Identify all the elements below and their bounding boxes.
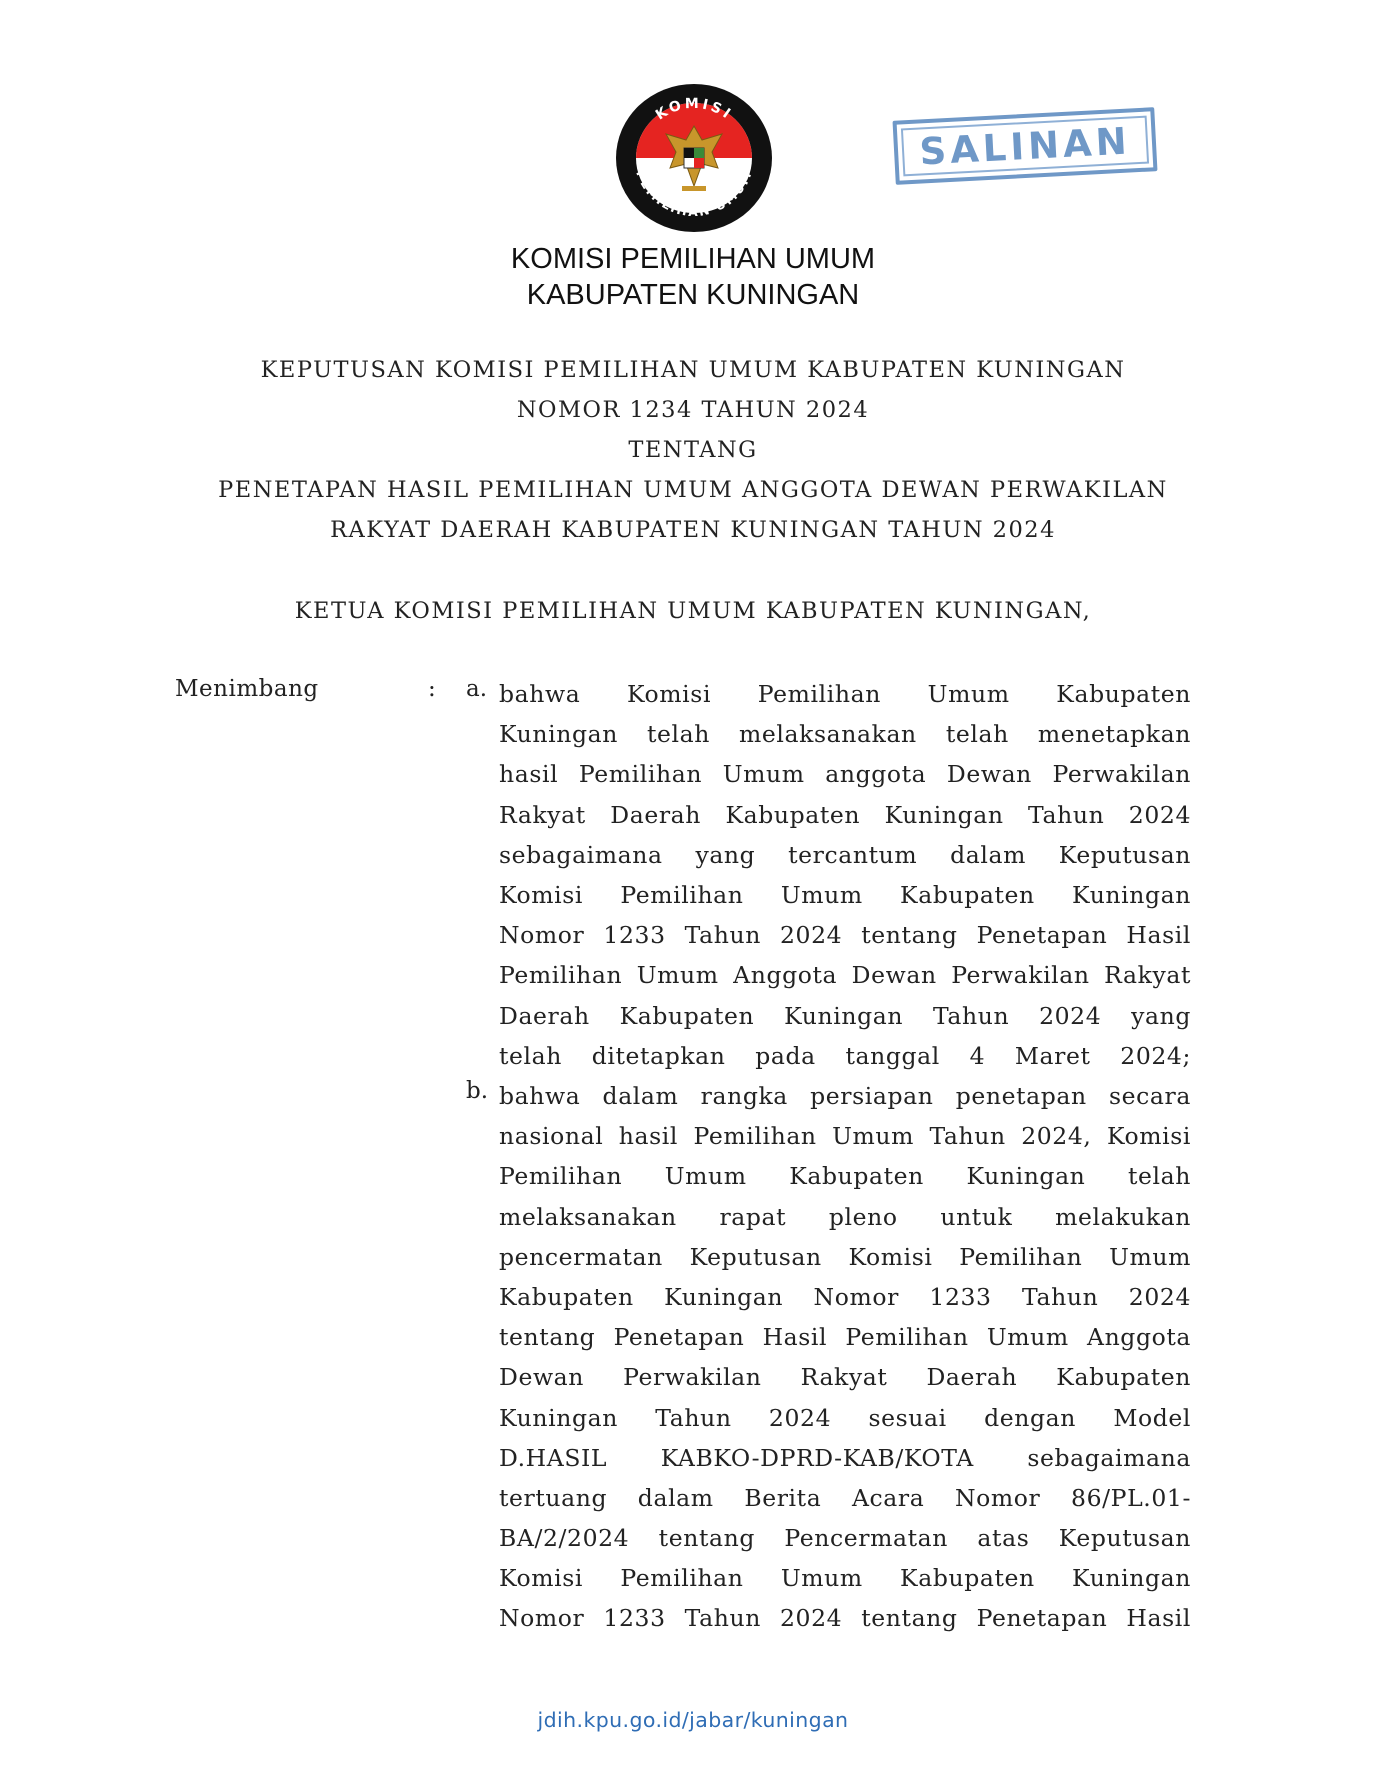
salinan-stamp: [893, 107, 1158, 185]
menimbang-colon: :: [428, 676, 436, 702]
decision-subject-line1: PENETAPAN HASIL PEMILIHAN UMUM ANGGOTA DEWAN PERWAKILAN: [218, 477, 1168, 503]
org-name-line2: KABUPATEN KUNINGAN: [526, 279, 860, 311]
item-b-line: Komisi Pemilihan Umum Kabupaten Kuningan: [499, 1564, 1191, 1593]
item-a-line: Rakyat Daerah Kabupaten Kuningan Tahun 2024: [499, 800, 1191, 829]
logo-text-bottom: PEMILIHAN UMUM: [633, 167, 755, 220]
stamp-label: SALINAN: [918, 119, 1132, 173]
org-name-line1: KOMISI PEMILIHAN UMUM: [510, 243, 876, 275]
item-a-line: Daerah Kabupaten Kuningan Tahun 2024 yang: [499, 1001, 1191, 1030]
logo-text-top: KOMISI: [652, 95, 736, 124]
item-b-line: Kuningan Tahun 2024 sesuai dengan Model: [499, 1403, 1191, 1432]
item-a-line: sebagaimana yang tercantum dalam Keputusan: [499, 840, 1191, 869]
item-b-line: D.HASIL KABKO-DPRD-KAB/KOTA sebagaimana: [499, 1443, 1191, 1472]
item-b-line: BA/2/2024 tentang Pencermatan atas Keputusan: [499, 1524, 1191, 1553]
chair-heading: KETUA KOMISI PEMILIHAN UMUM KABUPATEN KUNINGAN,: [294, 598, 1092, 624]
item-b-line: melaksanakan rapat pleno untuk melakukan: [499, 1202, 1191, 1231]
decision-about: TENTANG: [628, 437, 758, 463]
decision-number: NOMOR 1234 TAHUN 2024: [516, 397, 870, 423]
item-b-line: pencermatan Keputusan Komisi Pemilihan Umum: [499, 1242, 1191, 1271]
kpu-logo-icon: [614, 82, 774, 234]
item-b-line: tertuang dalam Berita Acara Nomor 86/PL.01-: [499, 1483, 1191, 1512]
decision-title: KEPUTUSAN KOMISI PEMILIHAN UMUM KABUPATEN KUNINGAN: [260, 357, 1126, 383]
item-a-label: a.: [466, 676, 488, 702]
decision-subject-line2: RAKYAT DAERAH KABUPATEN KUNINGAN TAHUN 2024: [330, 517, 1056, 543]
item-b-line: Kabupaten Kuningan Nomor 1233 Tahun 2024: [499, 1282, 1191, 1311]
item-b-line: tentang Penetapan Hasil Pemilihan Umum Anggota: [499, 1323, 1191, 1352]
item-a-line: hasil Pemilihan Umum anggota Dewan Perwakilan: [499, 760, 1191, 789]
item-a-line: Pemilihan Umum Anggota Dewan Perwakilan Rakyat: [499, 961, 1191, 990]
item-a-line: Nomor 1233 Tahun 2024 tentang Penetapan Hasil: [499, 921, 1191, 950]
item-a-line: telah ditetapkan pada tanggal 4 Maret 2024;: [499, 1041, 1191, 1070]
item-b-line: nasional hasil Pemilihan Umum Tahun 2024, Komisi: [499, 1122, 1191, 1151]
menimbang-label: Menimbang: [175, 676, 319, 702]
item-a-line: Komisi Pemilihan Umum Kabupaten Kuningan: [499, 880, 1191, 909]
footer-url[interactable]: jdih.kpu.go.id/jabar/kuningan: [537, 1708, 849, 1732]
item-b-line: bahwa dalam rangka persiapan penetapan secara: [499, 1082, 1191, 1110]
item-b-text: [499, 1076, 1191, 1639]
item-a-line: bahwa Komisi Pemilihan Umum Kabupaten: [499, 680, 1191, 708]
item-a-text: [499, 674, 1191, 1076]
item-a-line: Kuningan telah melaksanakan telah menetapkan: [499, 720, 1191, 749]
item-b-label: b.: [466, 1078, 489, 1104]
item-b-line: Pemilihan Umum Kabupaten Kuningan telah: [499, 1162, 1191, 1191]
item-b-line: Dewan Perwakilan Rakyat Daerah Kabupaten: [499, 1363, 1191, 1392]
item-b-line: Nomor 1233 Tahun 2024 tentang Penetapan Hasil: [499, 1604, 1191, 1633]
